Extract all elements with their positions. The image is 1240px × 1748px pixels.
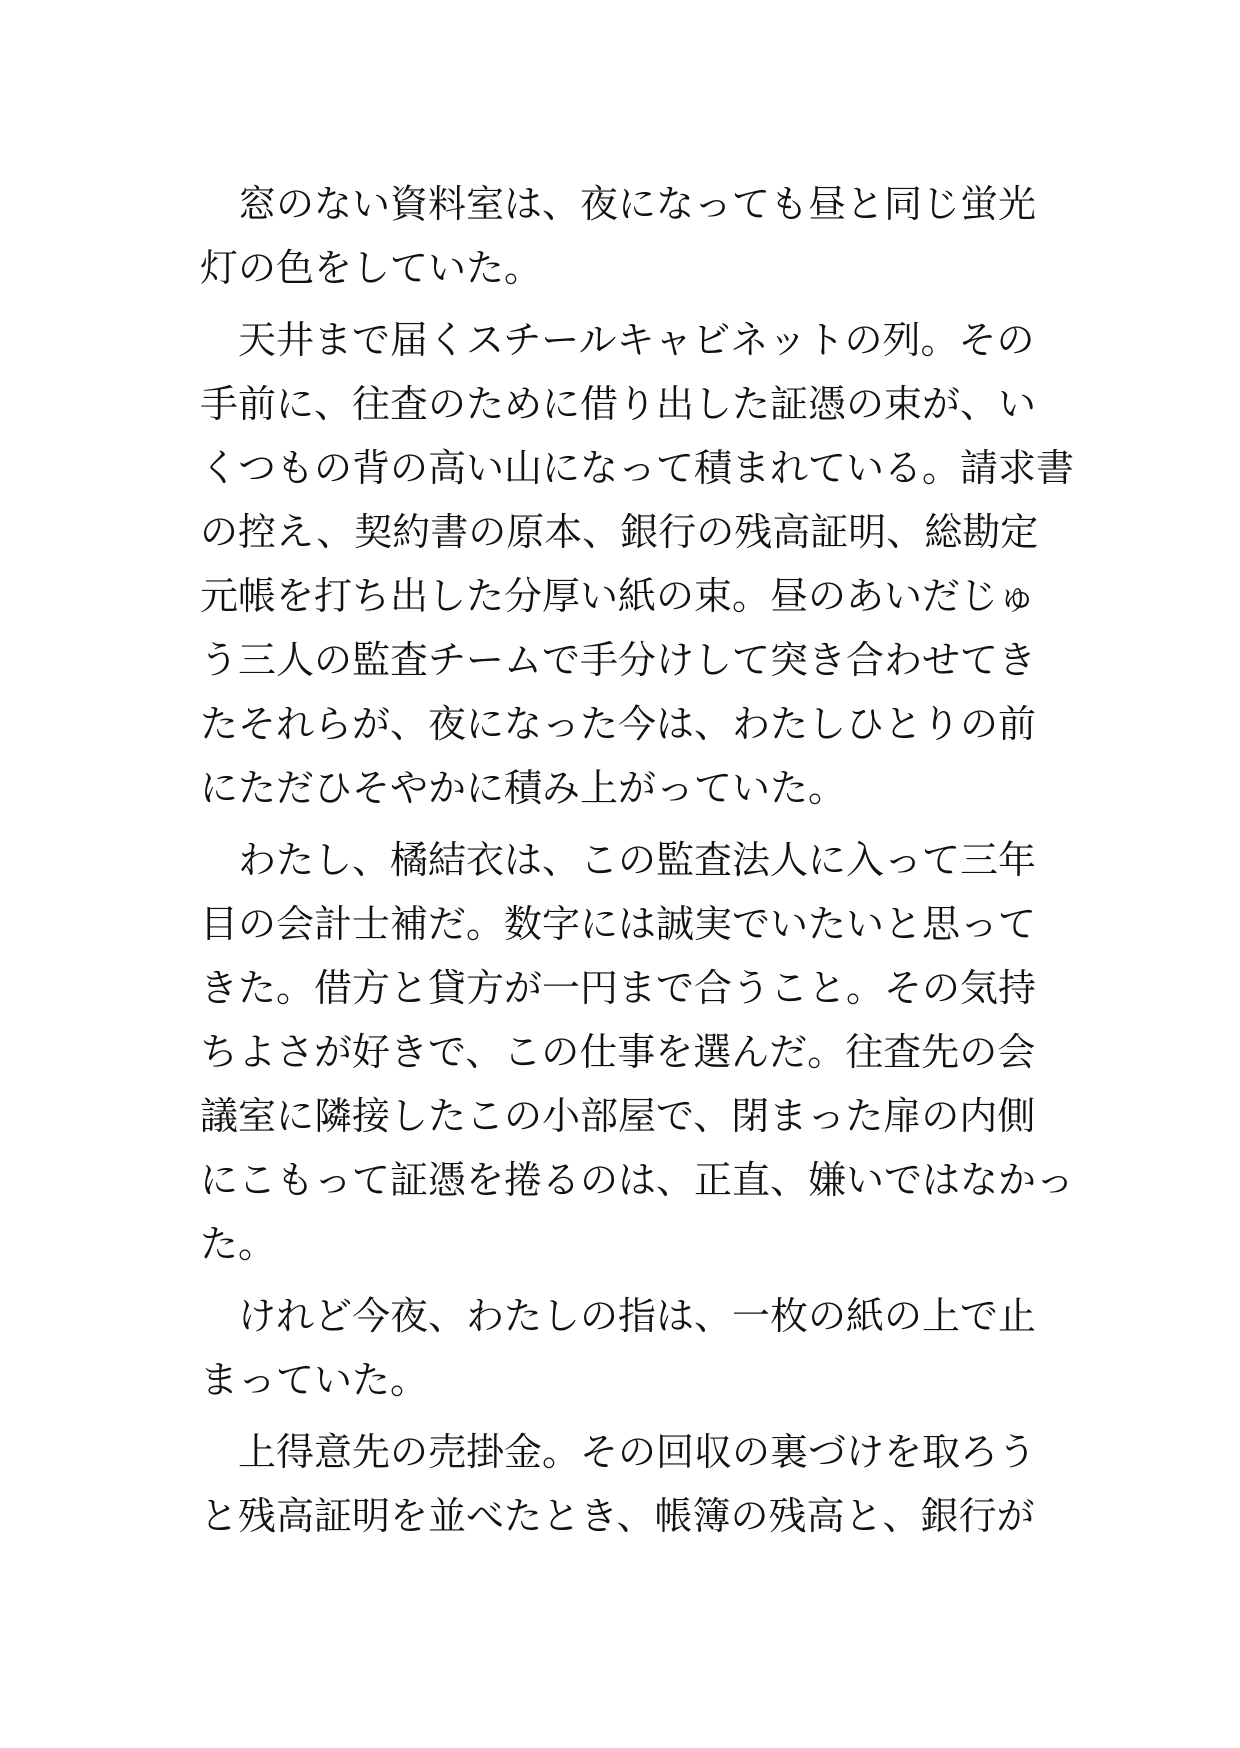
text-line: ちよさが好きで、この仕事を選んだ。往査先の会	[200, 1030, 1036, 1074]
text-line: 灯の色をしていた。	[200, 246, 543, 290]
text-line: にこもって証憑を捲るのは、正直、嫌いではなかっ	[200, 1158, 1075, 1202]
paragraph-5	[200, 1420, 1050, 1548]
paragraph-2	[200, 308, 1075, 820]
text-line: う三人の監査チームで手分けして突き合わせてき	[200, 638, 1037, 682]
text-line: 窓のない資料室は、夜になっても昼と同じ蛍光	[238, 182, 1037, 226]
text-line: と残高証明を並べたとき、帳簿の残高と、銀行が	[200, 1494, 1035, 1538]
text-line: まっていた。	[200, 1358, 429, 1402]
text-line: 天井まで届くスチールキャビネットの列。その	[238, 318, 1035, 362]
text-line: わたし、橘結衣は、この監査法人に入って三年	[238, 838, 1037, 882]
text-line: きた。借方と貸方が一円まで合うこと。その気持	[200, 966, 1037, 1010]
text-line: 元帳を打ち出した分厚い紙の束。昼のあいだじゅ	[200, 574, 1037, 618]
body-text	[200, 172, 1075, 1548]
text-line: たそれらが、夜になった今は、わたしひとりの前	[200, 702, 1037, 746]
text-line: くつもの背の高い山になって積まれている。請求書	[200, 446, 1075, 490]
text-line: 目の会計士補だ。数字には誠実でいたいと思って	[200, 902, 1037, 946]
paragraph-3	[200, 828, 1075, 1276]
text-line: の控え、契約書の原本、銀行の残高証明、総勘定	[200, 510, 1039, 554]
text-line: 議室に隣接したこの小部屋で、閉まった扉の内側	[200, 1094, 1036, 1138]
paragraph-1	[200, 172, 1050, 300]
text-line: 上得意先の売掛金。その回収の裏づけを取ろう	[238, 1430, 1037, 1474]
text-line: 手前に、往査のために借り出した証憑の束が、い	[200, 382, 1037, 426]
text-line: にただひそやかに積み上がっていた。	[200, 766, 847, 810]
paragraph-4	[200, 1284, 1050, 1412]
text-line: けれど今夜、わたしの指は、一枚の紙の上で止	[238, 1294, 1037, 1338]
text-line: た。	[200, 1222, 277, 1266]
